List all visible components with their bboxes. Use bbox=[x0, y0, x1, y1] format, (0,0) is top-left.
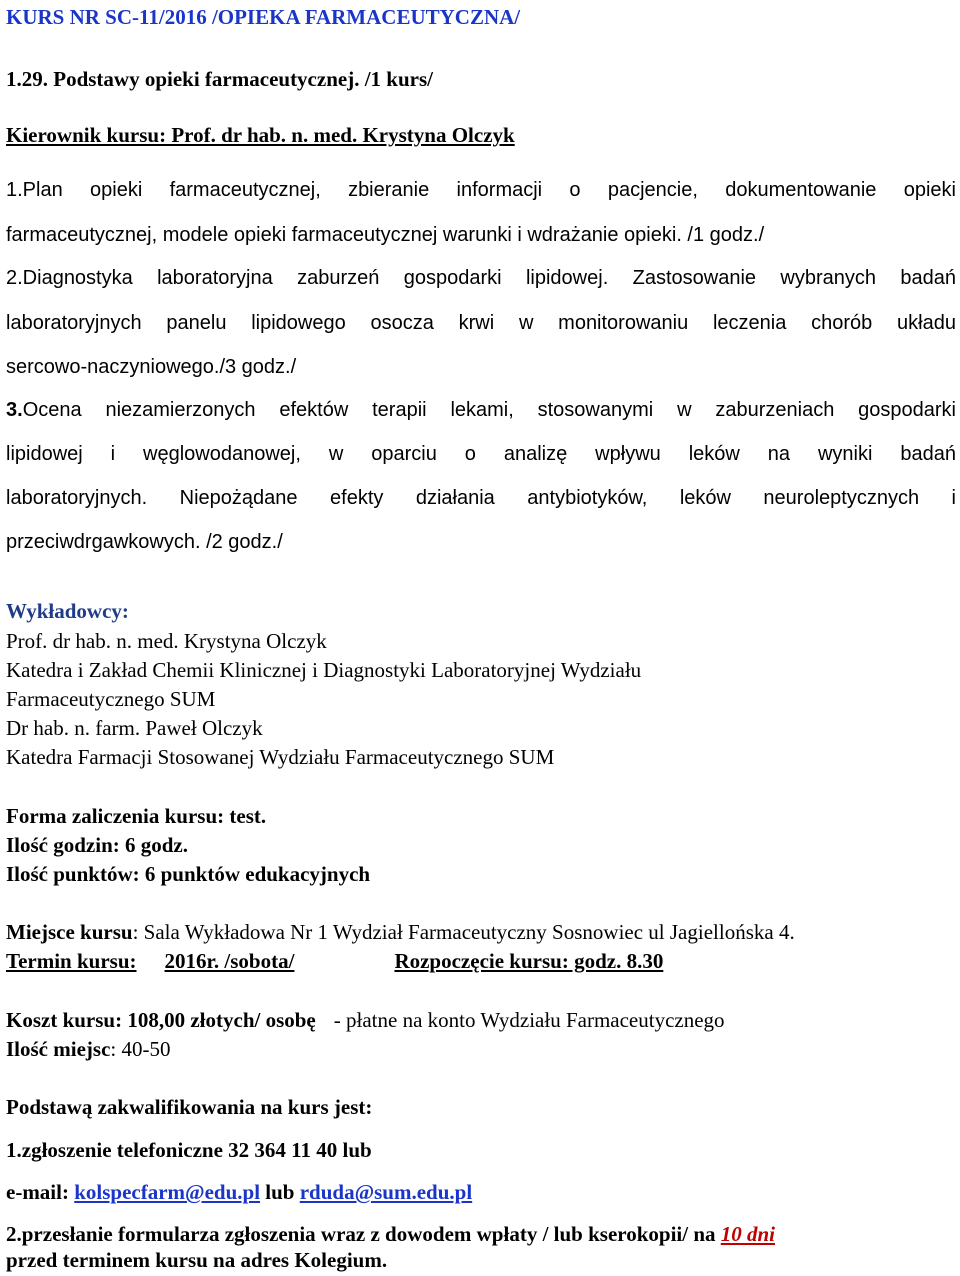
topic-2-line-1: 2.Diagnostyka laboratoryjna zaburzeń gospodarki lipidowej. Zastosowanie wybranych badań bbox=[6, 267, 956, 289]
course-cost bbox=[6, 1007, 725, 1033]
lecturer-2-name: Dr hab. n. farm. Paweł Olczyk bbox=[6, 716, 263, 740]
cost-value: : 108,00 złotych/ osobę bbox=[115, 1008, 316, 1032]
topic-3-number: 3. bbox=[6, 399, 23, 421]
email-link-kolspecfarm[interactable]: kolspecfarm@edu.pl bbox=[74, 1180, 261, 1204]
topic-3-line-2: lipidowej i węglowodanowej, w oparciu o analizę wpływu leków na wyniki badań bbox=[6, 443, 956, 465]
seats-count bbox=[6, 1036, 170, 1062]
course-term bbox=[6, 948, 663, 974]
topic-3-line-3: laboratoryjnych. Niepożądane efekty działania antybiotyków, leków neuroleptycznych i bbox=[6, 487, 956, 509]
topic-2-line-2: laboratoryjnych panelu lipidowego osocza krwi w monitorowaniu leczenia chorób układu bbox=[6, 312, 956, 334]
course-location bbox=[6, 919, 795, 945]
course-director: Kierownik kursu: Prof. dr hab. n. med. Krystyna Olczyk bbox=[6, 123, 515, 147]
email-prefix: e-mail: bbox=[6, 1180, 75, 1204]
seats-value: : 40-50 bbox=[110, 1037, 171, 1061]
qualification-heading: Podstawą zakwalifikowania na kurs jest: bbox=[6, 1095, 373, 1119]
hours-count: Ilość godzin: 6 godz. bbox=[6, 833, 189, 857]
cost-label: Koszt kursu bbox=[6, 1008, 116, 1032]
assessment-form: Forma zaliczenia kursu: test. bbox=[6, 804, 267, 828]
qualification-email bbox=[6, 1179, 472, 1205]
points-count: Ilość punktów: 6 punktów edukacyjnych bbox=[6, 862, 371, 886]
topic-1-line-1: 1.Plan opieki farmaceutycznej, zbieranie informacji o pacjencie, dokumentowanie opieki bbox=[6, 179, 956, 201]
form-deadline-days: 10 dni bbox=[720, 1222, 776, 1246]
location-label: Miejsce kursu bbox=[6, 920, 133, 944]
topic-2-line-3: sercowo-naczyniowego./3 godz./ bbox=[6, 356, 297, 378]
topic-3-line-4: przeciwdrgawkowych. /2 godz./ bbox=[6, 531, 283, 553]
lecturer-1-name: Prof. dr hab. n. med. Krystyna Olczyk bbox=[6, 629, 327, 653]
qualification-phone: 1.zgłoszenie telefoniczne 32 364 11 40 lub bbox=[6, 1138, 372, 1162]
term-year: 2016r. /sobota/ bbox=[164, 949, 295, 973]
form-line-text: 2.przesłanie formularza zgłoszenia wraz z dowodem wpłaty / lub kserokopii/ na bbox=[6, 1222, 721, 1246]
location-value: : Sala Wykładowa Nr 1 Wydział Farmaceutyczny Sosnowiec ul Jagiellońska 4. bbox=[132, 920, 795, 944]
cost-note: - płatne na konto Wydziału Farmaceutycznego bbox=[333, 1008, 725, 1032]
lecturer-2-department: Katedra Farmacji Stosowanej Wydziału Farmaceutycznego SUM bbox=[6, 745, 555, 769]
qualification-form-line-1 bbox=[6, 1221, 775, 1247]
lecturer-1-department-line-1: Katedra i Zakład Chemii Klinicznej i Diagnostyki Laboratoryjnej Wydziału bbox=[6, 658, 642, 682]
email-separator: lub bbox=[260, 1180, 300, 1204]
topic-3-line-1 bbox=[6, 397, 956, 423]
email-link-rduda[interactable]: rduda@sum.edu.pl bbox=[299, 1180, 473, 1204]
topic-1-line-2: farmaceutycznej, modele opieki farmaceutycznej warunki i wdrażanie opieki. /1 godz./ bbox=[6, 224, 765, 246]
course-title: KURS NR SC-11/2016 /OPIEKA FARMACEUTYCZNA/ bbox=[6, 5, 521, 29]
course-subtitle: 1.29. Podstawy opieki farmaceutycznej. /1 kurs/ bbox=[6, 67, 433, 91]
term-start: Rozpoczęcie kursu: godz. 8.30 bbox=[394, 949, 664, 973]
term-label: Termin kursu: bbox=[6, 949, 137, 973]
seats-label: Ilość miejsc bbox=[6, 1037, 111, 1061]
lecturers-label: Wykładowcy: bbox=[6, 599, 129, 623]
qualification-form-line-2: przed terminem kursu na adres Kolegium. bbox=[6, 1248, 388, 1272]
lecturer-1-department-line-2: Farmaceutycznego SUM bbox=[6, 687, 216, 711]
topic-3-text: Ocena niezamierzonych efektów terapii lekami, stosowanymi w zaburzeniach gospodarki bbox=[22, 399, 956, 421]
